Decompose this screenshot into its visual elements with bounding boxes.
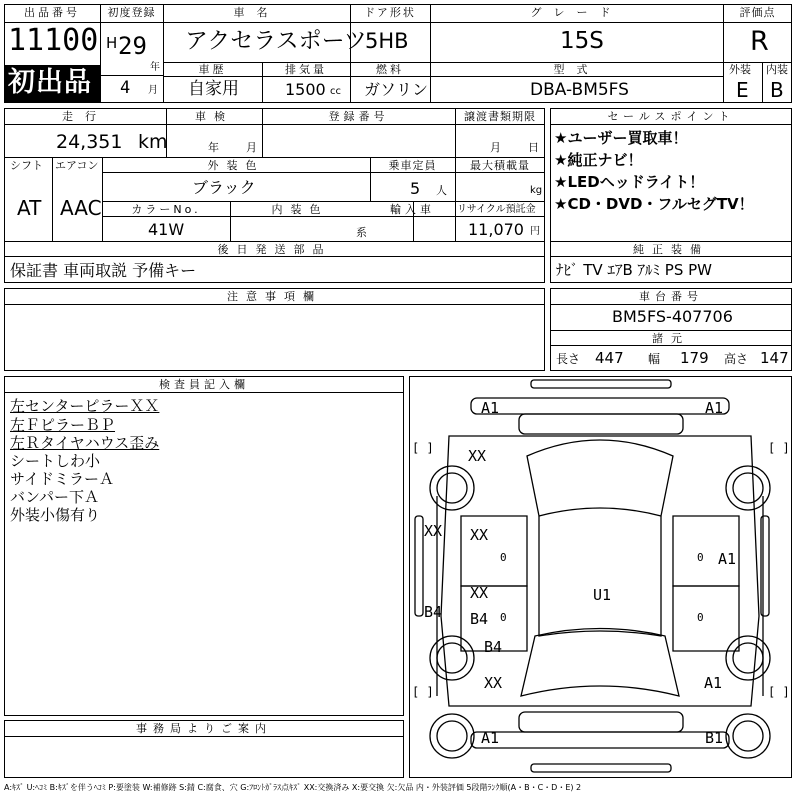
inspection-label: 車検: [195, 110, 233, 123]
inspector-line-3: 左Ｒタイヤハウス歪み: [10, 434, 160, 452]
equipment: ﾅﾋﾞ TV ｴｱB ｱﾙﾐ PS PW: [556, 261, 712, 279]
shift-label: シフト: [10, 159, 43, 172]
mileage: 24,351: [56, 131, 123, 153]
reg-year: 29: [118, 32, 147, 60]
sales-point-4: ★CD・DVD・フルセグTV！: [554, 195, 754, 213]
recycle-label: リサイクル預託金: [457, 204, 536, 215]
grade: 15S: [560, 28, 604, 54]
mark-a1-bottom-left: A1: [481, 729, 500, 747]
history-label: 車歴: [198, 63, 227, 76]
reg-label: 初度登録: [107, 6, 156, 19]
mark-a1-top-left: A1: [481, 399, 500, 417]
mark-xx-left-rear-door: XX: [470, 584, 489, 602]
int-score: B: [770, 78, 784, 102]
displacement-unit: cc: [330, 86, 341, 97]
mark-a1-rear-right: A1: [704, 674, 723, 692]
chassis-no: BM5FS-407706: [612, 307, 733, 326]
capacity-label: 乗車定員: [388, 159, 437, 172]
inspector-line-6: バンパー下Ａ: [10, 488, 99, 506]
door-type: 5HB: [365, 29, 409, 53]
int-label: 内装: [766, 63, 788, 76]
mark-a1-right-side: A1: [718, 550, 737, 568]
height: 147: [760, 349, 789, 367]
inspector-line-5: サイドミラーＡ: [10, 470, 114, 488]
insp-month-unit: 月: [246, 141, 257, 154]
mark-bracket-left-2: [ ]: [412, 685, 434, 699]
era: H: [106, 34, 118, 52]
score-label: 評価点: [739, 6, 776, 19]
length: 447: [595, 349, 624, 367]
load-unit: kg: [530, 185, 543, 196]
office-label: 事務局よりご案内: [136, 722, 272, 735]
lot-no-label: 出品番号: [24, 6, 80, 19]
score: R: [750, 26, 769, 57]
ext-label: 外装: [729, 63, 751, 76]
inspector-label: 検査員記入欄: [159, 378, 249, 391]
insp-year-unit: 年: [208, 141, 219, 154]
inspector-line-2: 左ＦピラーＢＰ: [10, 416, 116, 434]
year-unit: 年: [150, 62, 160, 73]
displacement-label: 排気量: [285, 63, 327, 76]
mileage-unit: km: [138, 131, 168, 153]
mark-zero-2: 0: [697, 551, 704, 564]
color-label: 外装色: [207, 159, 265, 172]
plate-label: 登録番号: [328, 110, 389, 123]
history: 自家用: [188, 79, 239, 99]
mark-b4-quarter: B4: [484, 638, 503, 656]
ac-label: エアコン: [55, 159, 99, 172]
equip-label: 純正装備: [633, 243, 709, 256]
inspector-line-4: シートしわ小: [10, 452, 101, 470]
width: 179: [680, 349, 709, 367]
mark-b4-left-side: B4: [424, 603, 443, 621]
import-label: 輸入車: [390, 203, 435, 216]
reg-month: 4: [120, 78, 131, 98]
fuel-label: 燃料: [376, 63, 404, 76]
shift: AT: [17, 196, 42, 220]
grade-label: グレード: [530, 6, 623, 19]
month-unit: 月: [148, 85, 158, 96]
mark-zero-1: 0: [500, 551, 507, 564]
height-label: 高さ: [724, 352, 749, 366]
ac: AAC: [60, 196, 102, 220]
mark-b4-rear-door: B4: [470, 610, 489, 628]
mark-u1-roof: U1: [593, 586, 612, 604]
mark-xx-left-door: XX: [470, 526, 489, 544]
mark-xx-left-side: XX: [424, 522, 443, 540]
sales-point-1: ★ユーザー買取車！: [554, 129, 688, 147]
mark-bracket-left: [ ]: [412, 441, 434, 455]
first-listing: 初出品: [8, 67, 92, 98]
mileage-label: 走行: [62, 110, 108, 123]
legend: A:ｷｽﾞ U:ﾍｺﾐ B:ｷｽﾞを伴うﾍｺﾐ P:要塗装 W:補修跡 S:錆 C:腐食、穴 G:ﾌﾛﾝﾄｶﾞﾗｽ点ｷｽﾞ XX:交換済み X:要交換 欠:欠品 内・外装評価 5段階ﾗﾝｸ順(A・B・C・D・E) 2: [4, 783, 582, 792]
color-no-label: カラーNo.: [131, 203, 201, 216]
mark-zero-3: 0: [500, 611, 507, 624]
int-color-label: 内装色: [271, 203, 329, 216]
notes-label: 注意事項欄: [227, 290, 322, 303]
car-name-label: 車名: [233, 6, 280, 19]
transfer-month-unit: 月: [490, 141, 501, 154]
later-parts: 保証書 車両取説 予備キー: [10, 261, 197, 280]
sales-point-2: ★純正ナビ！: [554, 151, 643, 169]
car-diagram: [409, 376, 792, 778]
transfer-label: 譲渡書類期限: [464, 110, 536, 123]
mark-bracket-right: [ ]: [768, 441, 790, 455]
lot-no: 11100: [8, 23, 99, 58]
load-label: 最大積載量: [470, 159, 530, 172]
displacement: 1500: [285, 80, 326, 99]
transfer-day-unit: 日: [528, 141, 539, 154]
car-name: アクセラスポーツ: [185, 28, 367, 54]
model: DBA-BM5FS: [530, 80, 629, 100]
mark-bracket-right-2: [ ]: [768, 685, 790, 699]
door-label: ドア形状: [364, 6, 416, 19]
sales-label: セールスポイント: [607, 110, 735, 123]
recycle: 11,070: [468, 220, 524, 239]
capacity-unit: 人: [436, 184, 447, 197]
mark-xx-rear-left: XX: [484, 674, 503, 692]
inspector-line-7: 外装小傷有り: [10, 506, 101, 524]
later-parts-label: 後日発送部品: [217, 243, 332, 256]
model-label: 型式: [553, 63, 600, 76]
color-no: 41W: [148, 220, 185, 239]
chassis-label: 車台番号: [639, 290, 703, 303]
ext-score: E: [736, 78, 749, 102]
mark-a1-top-right: A1: [705, 399, 724, 417]
mark-zero-4: 0: [697, 611, 704, 624]
capacity: 5: [410, 179, 421, 198]
sales-point-3: ★LEDヘッドライト！: [554, 173, 705, 191]
exterior-color: ブラック: [192, 178, 256, 197]
mark-b1-bottom-right: B1: [705, 729, 724, 747]
spec-label: 諸元: [652, 332, 690, 345]
width-label: 幅: [648, 352, 661, 366]
recycle-unit: 円: [530, 226, 540, 237]
int-color-unit: 系: [356, 226, 367, 239]
inspector-line-1: 左センターピラーＸＸ: [10, 397, 160, 415]
mark-xx-front-left: XX: [468, 447, 487, 465]
fuel: ガソリン: [364, 80, 429, 99]
length-label: 長さ: [556, 352, 581, 366]
